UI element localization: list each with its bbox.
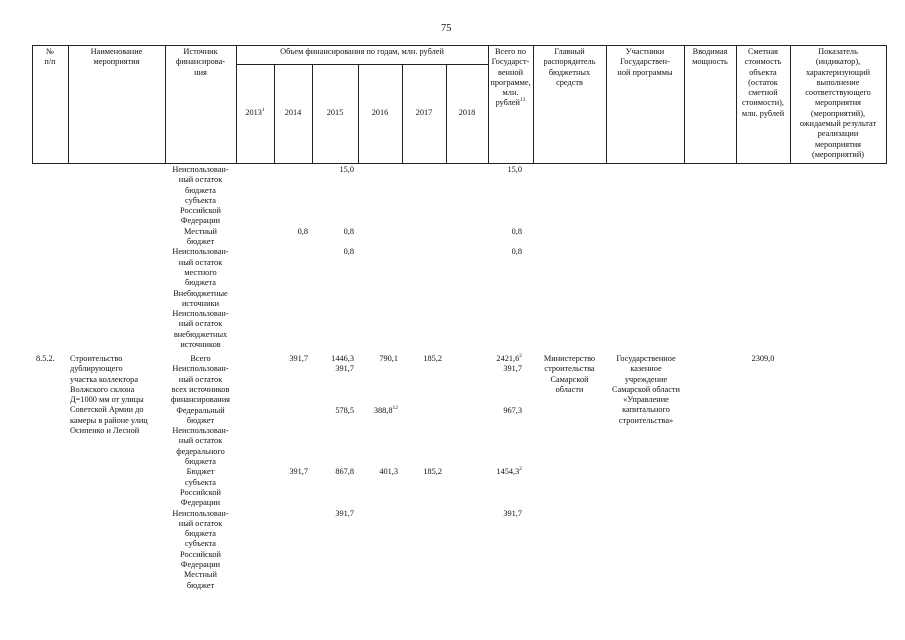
header-bottom-border (32, 163, 886, 164)
header-cost (736, 47, 790, 119)
header-source-text: Источник финансирова- ния (175, 47, 226, 77)
row-source-text: Неиспользован- ный остаток бюджета субъекта Российской Федерации (172, 165, 229, 226)
row-total-text: 15,0 (507, 165, 522, 174)
row-y2016-text: 15,0 (339, 165, 354, 174)
row-source-text: Неиспользован- ный остаток внебюджетных источников (172, 309, 229, 350)
page-number: 75 (441, 23, 452, 34)
row-source (165, 406, 236, 427)
header-participants (606, 47, 684, 78)
row-total-text: 0,8 (511, 247, 522, 257)
row-source (165, 426, 236, 467)
header-participants-text: Участники Государствен- ной программы (617, 47, 673, 77)
row-y2017-footnote: 12 (392, 404, 398, 411)
row-y2017 (362, 354, 398, 364)
row-y2017 (362, 406, 398, 416)
item-num-text: 8.5.2. (36, 354, 55, 363)
header-year-2013-footnote: 1 (261, 107, 265, 114)
row-source (165, 509, 236, 591)
row-y2016 (318, 406, 354, 416)
row-y2016 (318, 354, 354, 364)
row-y2016-text: 0,8 (343, 247, 354, 257)
header-source (165, 47, 236, 78)
header-volume (236, 47, 488, 57)
row-total-text: 391,7 (503, 508, 522, 518)
row-total-text: 967,3 (503, 405, 522, 415)
row-source (165, 354, 236, 364)
row-y2018 (406, 467, 442, 477)
row-y2016-text: 1446,3 (331, 354, 354, 363)
item-manager-text: Министерство строительства Самарской области (543, 354, 596, 394)
row-y2016-text: 578,5 (335, 405, 354, 415)
row-y2015-text: 391,7 (289, 467, 308, 477)
header-capacity (684, 47, 736, 68)
row-y2015 (272, 227, 308, 237)
row-y2017-text: 790,1 (379, 354, 398, 363)
row-source-text: Бюджет субъекта Российской Федерации (180, 467, 221, 508)
row-source (165, 289, 236, 310)
header-year-2017-text: 2017 (415, 108, 433, 117)
header-year-2014 (274, 108, 312, 118)
header-manager-text: Главный распорядитель бюджетных средств (543, 47, 596, 87)
row-source-text: Всего (190, 354, 211, 363)
row-y2016-text: 391,7 (335, 508, 354, 518)
row-source-text: Неиспользован- ный остаток всех источников финансирования (171, 364, 230, 405)
header-year-2018 (446, 108, 488, 118)
row-y2016-text: 391,7 (335, 364, 354, 374)
header-volume-text: Объем финансирования по годам, млн. рублей (280, 47, 444, 56)
row-total (486, 509, 522, 519)
row-total-footnote: 2 (519, 466, 522, 473)
row-y2018 (406, 354, 442, 364)
row-source-text: Неиспользован- ный остаток местного бюджета (172, 247, 229, 288)
header-year-2016 (358, 108, 402, 118)
row-y2018-text: 185,2 (423, 467, 442, 477)
row-y2015-text: 391,7 (289, 354, 308, 363)
row-source-text: Федеральный бюджет (176, 405, 225, 425)
header-year-2015-text: 2015 (326, 108, 344, 117)
row-total-text: 0,8 (511, 226, 522, 236)
row-y2018-text: 185,2 (423, 354, 442, 363)
row-total (486, 165, 522, 175)
row-y2015 (272, 467, 308, 477)
row-source (165, 309, 236, 350)
row-total-text: 1454,3 (496, 467, 520, 477)
row-y2017 (362, 467, 398, 477)
header-num (32, 47, 68, 68)
row-y2016-text: 0,8 (343, 226, 354, 236)
row-y2015-text: 0,8 (297, 226, 308, 236)
header-manager (533, 47, 606, 88)
header-year-2018-text: 2018 (458, 108, 476, 117)
row-y2016 (318, 364, 354, 374)
header-year-2013 (236, 108, 274, 118)
item-num (36, 354, 66, 364)
row-source-text: Местный бюджет (184, 226, 217, 247)
row-source (165, 227, 236, 248)
header-total-text: Всего по Государст- венной программе, млн. рублей (490, 47, 531, 108)
item-cost-text: 2309,0 (751, 354, 775, 363)
header-year-2016-text: 2016 (371, 108, 389, 117)
row-y2016 (318, 227, 354, 237)
row-source-text: Внебюджетные источники (173, 288, 228, 308)
row-y2016 (318, 165, 354, 175)
row-y2016 (318, 509, 354, 519)
header-year-2013-text: 2013 (245, 108, 262, 117)
row-source (165, 467, 236, 508)
header-year-2017 (402, 108, 446, 118)
header-year-2015 (312, 108, 358, 118)
header-num-text: № п/п (44, 47, 56, 67)
row-y2015 (272, 354, 308, 364)
row-total (486, 467, 522, 477)
header-indicator-text: Показатель (индикатор), характеризующий выполнение соответствующего мероприятия (мероприятий), ожидаемый результат реализации мероприятия (мероприятий) (799, 47, 877, 159)
row-source (165, 165, 236, 227)
header-total-footnote: 13 (519, 97, 526, 104)
item-cost (736, 354, 790, 364)
item-manager (533, 354, 606, 395)
row-total (486, 227, 522, 237)
header-indicator (790, 47, 886, 160)
header-capacity-text: Вводимая мощность (692, 47, 728, 67)
row-total (486, 247, 522, 257)
row-source (165, 247, 236, 288)
row-source-text: Неиспользован- ный остаток федерального бюджета (172, 426, 229, 466)
row-total-text: 391,7 (503, 364, 522, 374)
table-top-border (32, 45, 886, 46)
item-participants (604, 354, 688, 426)
row-y2016 (318, 467, 354, 477)
item-participants-text: Государственное казенное учреждение Самарской области «Управление капитального строительства» (612, 354, 680, 425)
row-total-footnote: 2 (519, 353, 522, 360)
item-name-text: Строительство дублирующего участка коллектора Волжского склона Д=1000 мм от улицы Советской Армии до камеры в районе улиц Осипенко и Лесной (70, 354, 148, 436)
row-y2017-text: 388,8 (373, 405, 393, 415)
column-divider (236, 45, 237, 164)
header-name (68, 47, 165, 68)
header-year-2014-text: 2014 (284, 108, 302, 117)
row-total-text: 2421,6 (496, 354, 520, 363)
row-source (165, 364, 236, 405)
row-total (486, 364, 522, 374)
row-y2016 (318, 247, 354, 257)
header-total (488, 47, 533, 109)
header-name-text: Наименование мероприятия (90, 47, 143, 67)
row-y2017-text: 401,3 (379, 467, 398, 477)
header-cost-text: Сметная стоимость объекта (остаток сметной стоимости), млн. рублей (741, 47, 785, 118)
row-total (486, 354, 522, 364)
row-source-text: Неиспользован- ный остаток бюджета субъекта Российской Федерации Местный бюджет (172, 508, 229, 590)
row-y2016-text: 867,8 (335, 467, 354, 477)
column-divider (886, 45, 887, 164)
item-name (70, 354, 165, 436)
row-total (486, 406, 522, 416)
